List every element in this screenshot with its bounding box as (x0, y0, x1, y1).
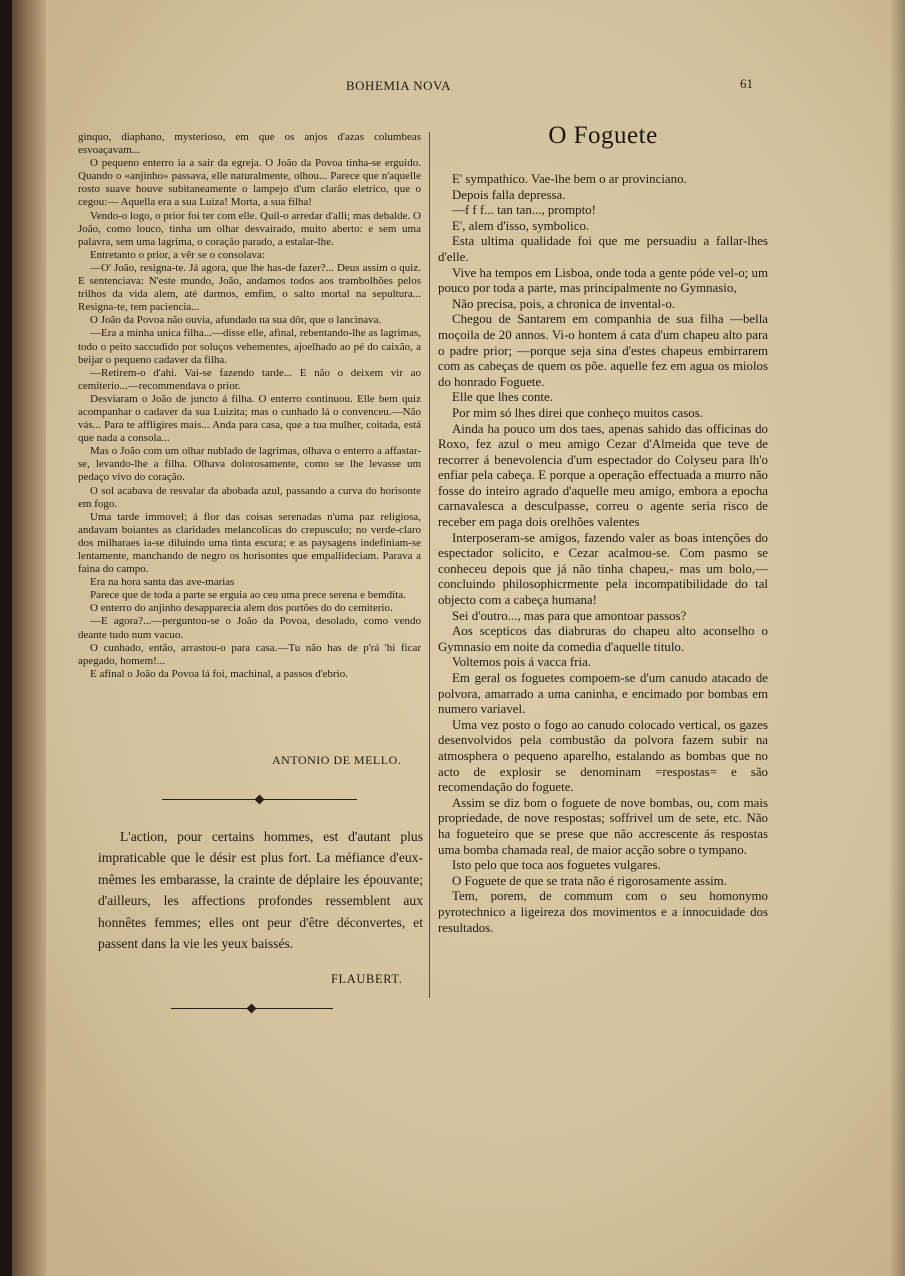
ornamental-divider (171, 1005, 333, 1013)
diamond-ornament-icon (247, 1004, 257, 1014)
paragraph: Assim se diz bom o foguete de nove bombas, ou, com mais propriedade, de nove respostas; soffrivel um de sete, etc. Não ha fogueteiro que se prese que não accrescente ás respostas uma bomba chamada real, de maior acção sobre o tympano. (438, 795, 768, 857)
paragraph: —Era a minha unica filha...—disse elle, afinal, rebentando-lhe as lagrimas, todo o peito saccudido por soluços vehementes, ajoelhado ao pé do caixão, a beijar o pequeno cadaver da filha. (78, 327, 421, 366)
paragraph: Depois falla depressa. (452, 187, 566, 202)
paragraph: Chegou de Santarem em companhia de sua filha —bella moçoila de 20 annos. Vi-o hontem á cata d'um chapeu alto para o padre prior; —porque seja sina d'estes chapeus embirrarem com as cabeças de quem os põe. aquelle fez em agua os miolos do honrado Foguete. (438, 312, 768, 389)
ornamental-divider (162, 796, 357, 804)
paragraph: Esta ultima qualidade foi que me persuadiu a fallar-lhes d'elle. (438, 234, 768, 264)
paragraph: Isto pelo que toca aos foguetes vulgares. (452, 858, 661, 873)
right-column-article (438, 172, 768, 936)
paragraph: O sol acabava de resvalar da abobada azul, passando a curva do horisonte em fogo. (78, 484, 421, 510)
paragraph: Não precisa, pois, a chronica de invental-o. (452, 296, 675, 311)
paragraph: Entretanto o prior, a vêr se o consolava: (90, 248, 265, 261)
paragraph: Parece que de toda a parte se erguia ao ceu uma prece serena e bemdita. (90, 589, 406, 602)
paragraph: E afinal o João da Povoa lá foi, machinal, a passos d'ebrio. (90, 667, 348, 680)
article-title: O Foguete (548, 122, 658, 149)
paragraph: O cunhado, então, arrastou-o para casa.—Tu não has de p'rá 'hi ficar apegado, homem!... (78, 641, 421, 667)
paragraph: —Retirem-o d'ahi. Vai-se fazendo tarde... E não o deixem vir ao cemiterio...—recommendava o prior. (78, 366, 421, 392)
paragraph: E' sympathico. Vae-lhe bem o ar provinciano. (452, 172, 687, 186)
paragraph: O João da Povoa não ouvia, afundado na sua dôr, que o lancinava. (90, 314, 382, 327)
paragraph: O enterro do anjinho desapparecia alem dos portões do do cemiterio. (90, 602, 393, 615)
paragraph: E', alem d'isso, symbolico. (452, 218, 590, 233)
diamond-ornament-icon (254, 795, 264, 805)
page-binding (12, 0, 46, 1276)
paragraph: Vendo-o logo, o prior foi ter com elle. Quil-o arredar d'alli; mas debalde. O João, como louco, tinha um olhar desvairado, muito aberto: e sem uma palavra, sem uma lagrima, o coração parado, a estalar-lhe. (78, 209, 421, 248)
paragraph: —f f f... tan tan..., prompto! (452, 203, 596, 218)
paragraph: Elle que lhes conte. (452, 390, 553, 405)
quote-author: FLAUBERT. (331, 972, 403, 986)
paragraph: O pequeno enterro ia a sair da egreja. O João da Povoa tinha-se erguido. Quando o «anjinho» passava, elle naturalmente, olhou... Parece que n'aquelle rosto suave houve subitaneamente o lampejo d'um clarão eletrico, que o cegou:— Aquella era a sua Luiza! Morta, a sua filha! (78, 157, 421, 209)
paragraph: Era na hora santa das ave-marias (90, 576, 235, 589)
running-header: BOHEMIA NOVA (346, 78, 452, 93)
paragraph: Em geral os foguetes compoem-se d'um canudo atacado de polvora, amarrado a uma caninha, e encimado por bombas em numero variavel. (438, 671, 768, 717)
paragraph: —E agora?...—perguntou-se o João da Povoa, desolado, como vendo deante tudo num vacuo. (78, 615, 421, 641)
column-rule (429, 132, 430, 998)
paragraph: Vive ha tempos em Lisboa, onde toda a gente póde vel-o; um pouco por toda a parte, mas principalmente no Gymnasio, (438, 265, 768, 296)
paragraph: Interposeram-se amigos, fazendo valer as boas intenções do espectador solicito, e Cezar acalmou-se. Com pasmo se conheceu depois que já não tinha chapeu,- mas um bolo,—concluindo philosophicrmente pela incompatibilidade do tal objecto com a cabeça humana! (438, 530, 768, 608)
paragraph: Mas o João com um olhar nublado de lagrimas, olhava o enterro a affastar-se, levando-lhe a filha. Olhava dolorosamente, como se lhe levasse um pedaço vivo do coração. (78, 445, 421, 484)
quote-text: L'action, pour certains hommes, est d'autant plus impraticable que le désir est plus fort. La méfiance d'eux-mêmes les embarasse, la crainte de déplaire les épouvante; d'ailleurs, les affections profondes ressemblent aux honnêtes femmes; elles ont peur d'être déconvertes, et passent dans la vie les yeux baissés. (98, 829, 423, 952)
paragraph: Tem, porem, de commum com o seu homonymo pyrotechnico a ligeireza dos movimentos e a innocuidade dos resultados. (438, 889, 768, 935)
paragraph: Por mim só lhes direi que conheço muitos casos. (452, 405, 703, 420)
paragraph: Uma vez posto o fogo ao canudo colocado vertical, os gazes desenvolvidos pela combustão da polvora fazem subir na atmosphera o pequeno aparelho, estalando as bombas que no acto de explosir se denominam =respostas= e são recomendação do foguete. (438, 717, 768, 795)
flaubert-quote (98, 826, 423, 954)
paragraph: Voltemos pois á vacca fria. (452, 655, 592, 670)
paragraph: Ainda ha pouco um dos taes, apenas sahido das officinas do Roxo, fez azul o meu amigo Cezar d'Almeida que teve de recorrer á benevolencia d'um espectador do Colyseu para lh'o enfiar pela cabeça. E porque a operação effectuada a murro não fosse do inteiro agrado d'aquelle meu amigo, embora a epocha carnavalesca a desculpasse, correu o agente seria risco de receber em paga dois orelhões valentes (438, 421, 768, 530)
paragraph: O Foguete de que se trata não é rigorosamente assim. (452, 873, 727, 888)
paragraph: —O' João, resigna-te. Já agora, que lhe has-de fazer?... Deus assim o quiz. E sentenciava: N'este mundo, João, andamos todos aos trambolhões pelos trilhos da vida alem, até darmos, emfim, o salto mortal na sepultura... Resigna-te, tem paciencia... (78, 261, 421, 314)
paragraph: Desviaram o João de juncto á filha. O enterro continuou. Elle bem quiz acompanhar o cadaver da sua Luizita; mas o cunhado lá o convenceu.—Não vás... Para te affligires mais... Anda para casa, que a tua mulher, coitada, está que nada a consola... (78, 392, 421, 445)
page-number: 61 (740, 76, 753, 91)
left-column-story (78, 131, 421, 681)
paragraph: Uma tarde immovel; á flor das coisas serenadas n'uma paz religiosa, andavam boiantes as claridades melancolicas do crepusculo; no verde-claro dos milharaes ia-se diluindo uma tinta escura; e as paysagens indefiniam-se lentamente, manchando de negro os horisontes que empallideciam. Parava a faina do campo. (78, 510, 421, 576)
paragraph: Sei d'outro..., mas para que amontoar passos? (452, 608, 687, 623)
paragraph: Aos scepticos das diabruras do chapeu alto aconselho o Gymnasio em noite da comedia d'aquelle titulo. (438, 624, 768, 654)
page-edge-shadow (889, 0, 905, 1276)
paragraph: ginquo, diaphano, mysterioso, em que os anjos d'azas columbeas esvoaçavam... (78, 131, 421, 157)
story-signature: ANTONIO DE MELLO. (272, 753, 402, 767)
